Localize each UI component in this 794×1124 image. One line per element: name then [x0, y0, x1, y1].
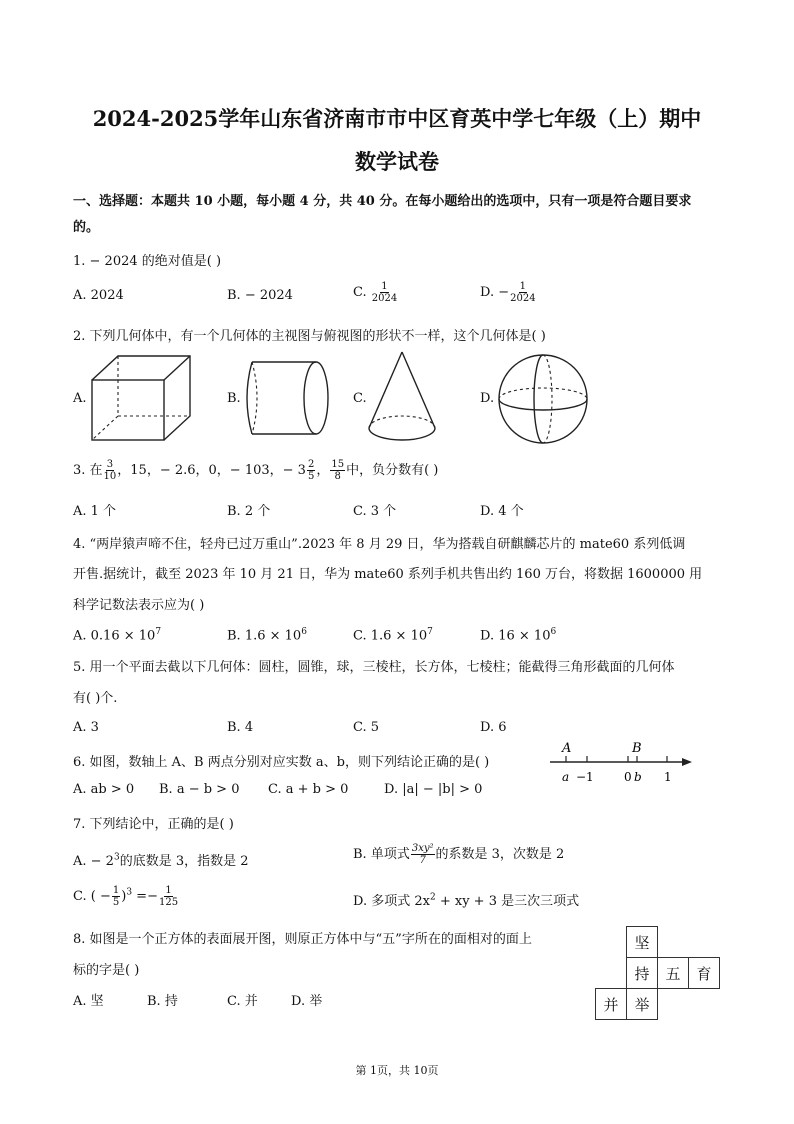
- q3-fraction-2: [307, 459, 315, 482]
- q1-option-c-fraction: [372, 281, 397, 304]
- q7-c-fraction: [112, 885, 120, 908]
- cylinder-right-end: [304, 362, 328, 434]
- q7-c-fraction-2: [159, 885, 178, 908]
- q5-option-d: D. 6: [480, 720, 507, 735]
- q3-stem-sep: ，: [316, 463, 330, 478]
- net-cell-jian: 坚: [626, 926, 658, 958]
- net-cell-chi: 持: [626, 957, 658, 989]
- q7-c-denominator-2: 125: [158, 897, 179, 908]
- q1-option-d-fraction: [510, 281, 535, 304]
- net-cell-wu: 五: [657, 957, 689, 989]
- sphere-figure: [496, 352, 590, 446]
- page-footer: 第 1页，共 10页: [355, 1064, 439, 1077]
- q4-a-exp: 7: [155, 627, 162, 637]
- q4-line1: 4. “两岸猿声啼不住，轻舟已过万重山”.2023 年 8 月 29 日，华为搭载自研麒麟芯片的 mate60 系列低调: [73, 537, 686, 552]
- q1-stem: 1. − 2024 的绝对值是( ): [73, 254, 222, 269]
- net-cell-yu: 育: [688, 957, 720, 989]
- q1-option-a: A. 2024: [73, 288, 124, 303]
- paper-title-line1: 2024-2025学年山东省济南市市中区育英中学七年级（上）期中: [92, 106, 702, 131]
- axis-label-0: 0: [624, 770, 632, 784]
- q6-stem: 6. 如图，数轴上 A、B 两点分别对应实数 a、b，则下列结论正确的是( ): [73, 755, 490, 770]
- q8-line2: 标的字是( ): [73, 963, 140, 978]
- cube-front-face: [92, 380, 164, 440]
- q7-a-prefix: A. − 2: [73, 854, 114, 869]
- q4-b-exp: 6: [301, 627, 307, 637]
- q3-f2-denominator: 5: [307, 471, 315, 482]
- q3-fraction-1: [104, 459, 117, 482]
- q1-d-numerator: 1: [519, 281, 527, 292]
- q5-option-a: A. 3: [73, 720, 99, 735]
- sphere-meridian-back: [543, 355, 552, 443]
- cube-top-edge: [164, 356, 190, 380]
- cylinder-left-visible-arc: [247, 362, 252, 434]
- net-cell-bing: 并: [595, 988, 627, 1020]
- q3-f1-denominator: 10: [103, 471, 117, 482]
- q2-option-d: D.: [480, 391, 495, 406]
- q8-line1: 8. 如图是一个正方体的表面展开图，则原正方体中与“五”字所在的面相对的面上: [73, 932, 532, 947]
- q3-stem-suffix: 中，负分数有( ): [346, 463, 439, 478]
- axis-label-neg1: −1: [576, 770, 594, 784]
- q3-f2-numerator: 2: [307, 459, 315, 470]
- q3-option-b: B. 2 个: [227, 504, 271, 519]
- q3-option-a: A. 1 个: [73, 504, 117, 519]
- q1-option-d: [480, 281, 537, 304]
- q7-c-prefix: C. ( −: [73, 889, 111, 904]
- q7-option-a: [73, 850, 249, 869]
- cone-base-front: [369, 428, 435, 440]
- cube-net-figure: [594, 926, 724, 1026]
- q4-line3: 科学记数法表示应为( ): [73, 598, 205, 613]
- q7-b-suffix: 的系数是 3，次数是 2: [435, 847, 565, 862]
- section-header-line1: 一、选择题：本题共 10 小题，每小题 4 分，共 40 分。在每小题给出的选项中，只有一项是符合题目要求: [73, 194, 692, 209]
- q7-c-denominator: 5: [112, 897, 120, 908]
- q1-option-d-prefix: D. −: [480, 285, 510, 300]
- q7-a-exp: 3: [113, 852, 120, 863]
- q4-option-b: [227, 627, 307, 643]
- q7-d-prefix: D. 多项式 2x: [353, 894, 430, 909]
- cylinder-left-hidden-arc: [252, 362, 257, 434]
- q6-option-b: B. a − b > 0: [159, 782, 240, 797]
- q4-option-d: [480, 627, 556, 643]
- point-a-label: A: [562, 741, 572, 756]
- q3-f3-numerator: 15: [331, 459, 345, 470]
- q4-line2: 开售.据统计，截至 2023 年 10 月 21 日，华为 mate60 系列手机共售出约 160 万台，将数据 1600000 用: [73, 567, 703, 582]
- q2-option-c: C.: [353, 391, 367, 406]
- q3-stem-prefix: 3. 在: [73, 463, 103, 478]
- axis-label-1: 1: [664, 770, 672, 784]
- q4-c-exp: 7: [427, 627, 433, 637]
- sphere-outline: [499, 355, 587, 443]
- q8-option-d: D. 举: [291, 994, 323, 1009]
- q3-f3-denominator: 8: [334, 471, 341, 482]
- q3-f1-numerator: 3: [106, 459, 114, 470]
- q7-b-numerator: 3xy²: [411, 843, 434, 854]
- number-line-figure: [546, 738, 696, 788]
- q5-option-c: C. 5: [353, 720, 380, 735]
- q7-a-suffix: 的底数是 3，指数是 2: [119, 854, 249, 869]
- point-b-label: B: [632, 741, 642, 756]
- axis-label-b: b: [634, 770, 642, 784]
- cone-base-back: [369, 416, 435, 428]
- q4-b-text: B. 1.6 × 10: [227, 628, 302, 644]
- cube-hidden-edge-3: [92, 416, 118, 440]
- q3-option-d: D. 4 个: [480, 504, 524, 519]
- cone-figure: [366, 348, 438, 446]
- q8-option-a: A. 坚: [73, 994, 104, 1009]
- net-cell-ju: 举: [626, 988, 658, 1020]
- q1-option-b: B. − 2024: [227, 288, 293, 303]
- q1-option-c: [353, 281, 398, 304]
- q7-b-prefix: B. 单项式: [353, 847, 410, 862]
- q3-fraction-3: [330, 459, 345, 482]
- q6-option-c: C. a + b > 0: [268, 782, 349, 797]
- q6-option-a: A. ab > 0: [73, 782, 135, 797]
- q7-c-mid: ): [121, 889, 127, 904]
- q6-option-d: D. |a| − |b| > 0: [384, 782, 483, 797]
- q7-c-numerator: 1: [112, 885, 120, 896]
- cube-outline: [92, 356, 190, 440]
- q1-d-denominator: 2024: [510, 293, 536, 304]
- q7-b-fraction: [411, 843, 435, 866]
- sphere-equator-back: [499, 388, 587, 399]
- q4-d-text: D. 16 × 10: [480, 628, 551, 644]
- q7-option-c: [73, 885, 179, 908]
- q7-d-exp: 2: [429, 892, 436, 903]
- q7-d-suffix: + xy + 3 是三次三项式: [435, 894, 580, 909]
- q2-option-b: B.: [227, 391, 241, 406]
- q4-d-exp: 6: [550, 627, 557, 637]
- q7-c-exp: 3: [126, 887, 133, 898]
- q2-stem: 2. 下列几何体中，有一个几何体的主视图与俯视图的形状不一样，这个几何体是( ): [73, 329, 546, 344]
- number-line-arrow: [682, 758, 692, 766]
- sphere-meridian-front: [534, 355, 543, 443]
- q7-c-numerator-2: 1: [165, 885, 172, 896]
- section-header-line2: 的。: [73, 220, 100, 235]
- q3-stem: [73, 459, 438, 482]
- q1-c-denominator: 2024: [371, 293, 398, 304]
- q5-option-b: B. 4: [227, 720, 254, 735]
- paper-title-line2: 数学试卷: [355, 149, 439, 174]
- q7-c-eq: =−: [132, 889, 158, 904]
- q7-option-b: [353, 843, 564, 866]
- q8-option-c: C. 并: [227, 994, 258, 1009]
- q4-a-text: A. 0.16 × 10: [73, 628, 156, 644]
- q7-stem: 7. 下列结论中，正确的是( ): [73, 817, 234, 832]
- q4-option-a: [73, 627, 161, 643]
- q7-b-denominator: 7: [419, 855, 426, 866]
- q5-line2: 有( )个.: [73, 691, 118, 706]
- q8-option-b: B. 持: [147, 994, 178, 1009]
- q1-option-c-prefix: C.: [353, 285, 371, 300]
- sphere-equator-front: [499, 399, 587, 410]
- cylinder-figure: [240, 358, 332, 438]
- q2-option-a: A.: [73, 391, 87, 406]
- q1-c-numerator: 1: [381, 281, 388, 292]
- q3-stem-mid: ，15，− 2.6，0，− 103，− 3: [117, 463, 306, 478]
- q3-option-c: C. 3 个: [353, 504, 397, 519]
- q4-c-text: C. 1.6 × 10: [353, 628, 428, 644]
- q5-line1: 5. 用一个平面去截以下几何体：圆柱，圆锥，球，三棱柱，长方体，七棱柱；能截得三角形截面的几何体: [73, 660, 675, 675]
- q4-option-c: [353, 627, 433, 643]
- cube-figure: [88, 352, 194, 444]
- q7-option-d: [353, 890, 579, 909]
- axis-label-a: a: [562, 770, 570, 784]
